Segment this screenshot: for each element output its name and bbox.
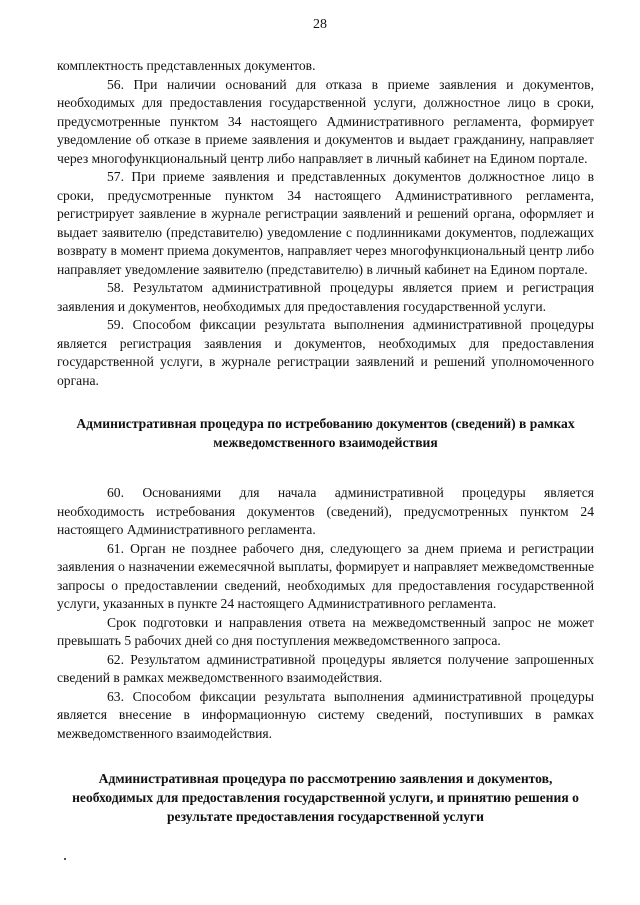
section-heading-review: Административная процедура по рассмотрению заявления и документов, необходимых для предоставления государственной услуги, и принятию решения о результате предоставления государственной услуги <box>72 771 579 824</box>
paragraph-58: 58. Результатом административной процедуры является прием и регистрация заявления и документов, необходимых для предоставления государственной услуги. <box>57 280 594 314</box>
paragraph-56: 56. При наличии оснований для отказа в приеме заявления и документов, необходимых для предоставления государственной услуги, должностное лицо в сроки, предусмотренные пунктом 34 настоящего Административного регламента, формирует уведомление об отказе в приеме заявления и документов и выдает гражданину, направляет через многофункциональный центр либо направляет в личный кабинет на Едином портале. <box>57 76 594 166</box>
paragraph-63: 63. Способом фиксации результата выполнения административной процедуры является внесение в информационную систему сведений, поступивших в рамках межведомственного взаимодействия. <box>57 688 594 741</box>
paragraph-59: 59. Способом фиксации результата выполнения административной процедуры является регистрация заявления и документов, необходимых для предоставления государственной услуги, в журнале регистрации заявлений и решений уполномоченного органа. <box>57 317 594 388</box>
paragraph-60: 60. Основаниями для начала административной процедуры является необходимость истребования документов (сведений), предусмотренных пунктом 24 настоящего Административного регламента. <box>57 485 594 537</box>
section-heading-interagency: Административная процедура по истребованию документов (сведений) в рамках межведомственного взаимодействия <box>76 416 575 450</box>
paragraph-continuation: комплектность представленных документов. <box>57 58 316 73</box>
paragraph-61: 61. Орган не позднее рабочего дня, следующего за днем приема и регистрации заявления о назначении ежемесячной выплаты, формирует и направляет межведомственные запросы о предоставлении сведений, необходимых для предоставления государственной услуги, указанных в пункте 24 настоящего Административного регламента. <box>57 540 594 611</box>
page-number: 28 <box>313 17 327 32</box>
paragraph-62: 62. Результатом административной процедуры является получение запрошенных сведений в рамках межведомственного взаимодействия. <box>57 651 594 685</box>
scan-speck <box>64 858 66 860</box>
document-body <box>57 57 594 826</box>
paragraph-57: 57. При приеме заявления и представленных документов должностное лицо в сроки, предусмотренные пунктом 34 настоящего Административного регламента, регистрирует заявление в журнале регистрации заявлений и решений органа, оформляет и выдает заявителю (представителю) уведомление с подлинниками документов, подлежащих возврату в момент приема документов, направляет через многофункциональный центр либо направляет уведомление заявителю (представителю) в личный кабинет на Едином портале. <box>57 169 594 277</box>
paragraph-response-deadline: Срок подготовки и направления ответа на межведомственный запрос не может превышать 5 рабочих дней со дня поступления межведомственного запроса. <box>57 614 594 648</box>
